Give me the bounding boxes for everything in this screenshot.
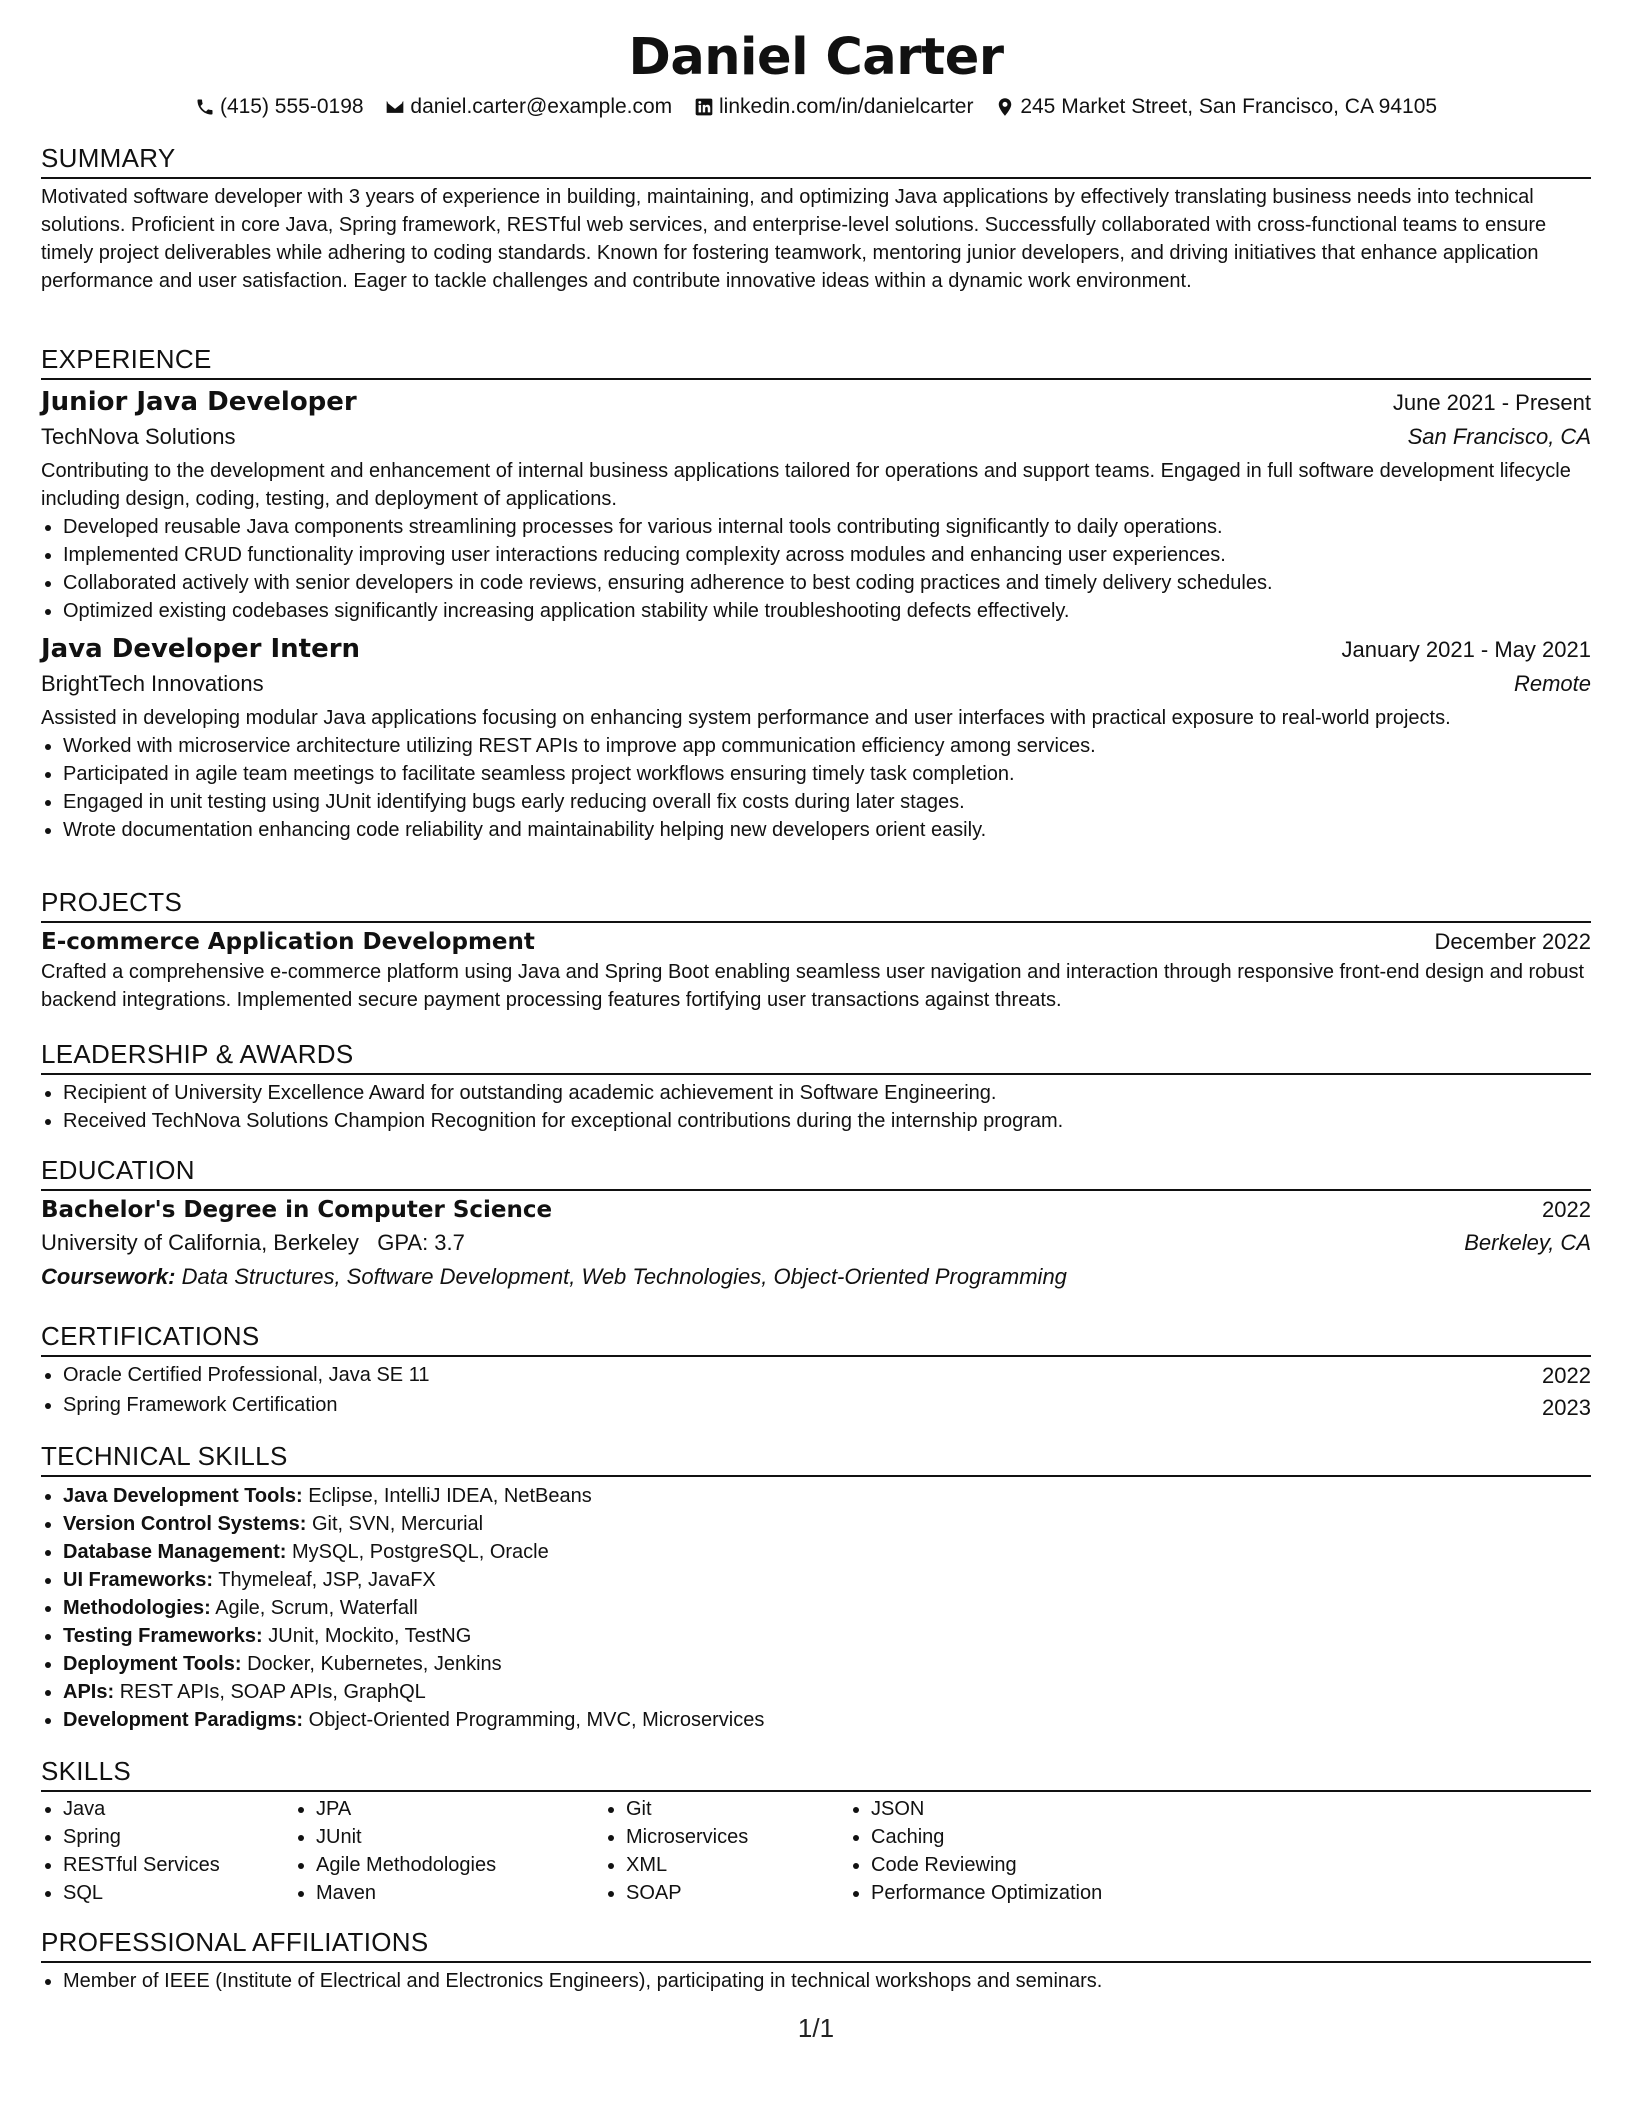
skill-category: Development Paradigms: [63, 1709, 304, 1731]
school-line [41, 1226, 465, 1260]
skill-category: Version Control Systems: [63, 1513, 307, 1535]
list-item: • Git [626, 1795, 849, 1823]
skill-category: APIs: [63, 1681, 115, 1703]
skill-values: Eclipse, IntelliJ IDEA, NetBeans [308, 1485, 592, 1507]
section-title: PROFESSIONAL AFFILIATIONS [41, 1927, 1591, 1963]
map-marker-icon [995, 97, 1015, 117]
job-date: June 2021 - Present [1392, 390, 1591, 415]
certification-name: • Oracle Certified Professional, Java SE 11 [63, 1361, 429, 1389]
certification-list [41, 1361, 1591, 1425]
job-entry [41, 631, 1591, 844]
page-number: 1/1 [797, 2013, 835, 2043]
skill-values: Object-Oriented Programming, MVC, Microservices [308, 1709, 765, 1731]
phone-text: (415) 555-0198 [219, 95, 364, 118]
list-item: • Agile Methodologies [316, 1851, 604, 1879]
list-item: • JSON [871, 1795, 1191, 1823]
certification-year: 2022 [1542, 1363, 1591, 1388]
certification-year: 2023 [1542, 1395, 1591, 1420]
address-text: 245 Market Street, San Francisco, CA 94105 [1020, 95, 1438, 118]
section-title: EDUCATION [41, 1155, 1591, 1191]
project-description: Crafted a comprehensive e-commerce platform using Java and Spring Boot enabling seamless user navigation and interaction through responsive front-end design and robust backend integrations. Implemented secure payment processing features fortifying user transactions against threats. [41, 961, 1585, 1011]
project-date: December 2022 [1434, 929, 1591, 954]
list-item: • Maven [316, 1879, 604, 1907]
list-item: • JPA [316, 1795, 604, 1823]
education-section [41, 1155, 1591, 1294]
degree-title: Bachelor's Degree in Computer Science [41, 1197, 553, 1223]
resume-page [41, 0, 1591, 2112]
skill-category: Java Development Tools: [63, 1485, 303, 1507]
skills-column [604, 1795, 849, 1907]
list-item [63, 1594, 1591, 1622]
skills-columns [41, 1795, 1591, 1907]
coursework [41, 1260, 1591, 1294]
company-name: BrightTech Innovations [41, 671, 264, 696]
coursework-label: Coursework: [41, 1264, 176, 1289]
section-title: SUMMARY [41, 143, 1591, 179]
list-item: • SOAP [626, 1879, 849, 1907]
skill-values: JUnit, Mockito, TestNG [268, 1625, 472, 1647]
list-item: • Microservices [626, 1823, 849, 1851]
list-item [63, 1706, 1591, 1734]
school-name: University of California, Berkeley [41, 1230, 359, 1255]
list-item: • Member of IEEE (Institute of Electrical and Electronics Engineers), participating in technical workshops and seminars. [63, 1967, 1591, 1995]
job-bullets [41, 513, 1591, 625]
skill-values: Agile, Scrum, Waterfall [215, 1597, 418, 1619]
list-item [63, 1538, 1591, 1566]
section-title: LEADERSHIP & AWARDS [41, 1039, 1591, 1075]
list-item: • Java [63, 1795, 294, 1823]
certification-row [41, 1361, 1591, 1391]
list-item: • Developed reusable Java components streamlining processes for various internal tools contributing significantly to daily operations. [63, 513, 1591, 541]
linkedin-link[interactable]: linkedin.com/in/danielcarter [719, 95, 974, 118]
skills-column [294, 1795, 604, 1907]
list-item: • Collaborated actively with senior developers in code reviews, ensuring adherence to best coding practices and timely delivery schedules. [63, 569, 1591, 597]
candidate-name: Daniel Carter [628, 28, 1004, 87]
list-item: • Wrote documentation enhancing code reliability and maintainability helping new developers orient easily. [63, 816, 1591, 844]
project-title: E-commerce Application Development [41, 929, 535, 955]
list-item: • Spring [63, 1823, 294, 1851]
job-title: Junior Java Developer [41, 387, 357, 417]
list-item: • Implemented CRUD functionality improving user interactions reducing complexity across modules and enhancing user experiences. [63, 541, 1591, 569]
job-entry [41, 384, 1591, 625]
linkedin-icon [694, 97, 714, 117]
graduation-year: 2022 [1542, 1197, 1591, 1222]
list-item: • Received TechNova Solutions Champion Recognition for exceptional contributions during the internship program. [63, 1107, 1591, 1135]
section-title: CERTIFICATIONS [41, 1321, 1591, 1357]
envelope-icon [385, 97, 405, 117]
list-item [63, 1566, 1591, 1594]
contact-email[interactable] [385, 92, 672, 122]
company-name: TechNova Solutions [41, 424, 236, 449]
list-item [63, 1482, 1591, 1510]
contact-phone [195, 92, 364, 122]
section-title: TECHNICAL SKILLS [41, 1441, 1591, 1477]
certification-row [41, 1391, 1591, 1425]
list-item: • Performance Optimization [871, 1879, 1191, 1907]
list-item: • Caching [871, 1823, 1191, 1851]
contact-bar [41, 92, 1591, 126]
gpa: GPA: 3.7 [377, 1230, 465, 1255]
experience-section [41, 344, 1591, 844]
list-item: • Optimized existing codebases significantly increasing application stability while troubleshooting defects effectively. [63, 597, 1591, 625]
list-item: • Recipient of University Excellence Award for outstanding academic achievement in Software Engineering. [63, 1079, 1591, 1107]
contact-address [995, 92, 1437, 122]
projects-section [41, 887, 1591, 1014]
section-title: PROJECTS [41, 887, 1591, 923]
list-item [63, 1678, 1591, 1706]
section-title: SKILLS [41, 1756, 1591, 1792]
skill-values: Git, SVN, Mercurial [311, 1513, 484, 1535]
list-item [63, 1622, 1591, 1650]
affiliations-section [41, 1927, 1591, 1995]
summary-text: Motivated software developer with 3 years of experience in building, maintaining, and optimizing Java applications by effectively translating business needs into technical solutions. Proficient in core Java, Spring framework, RESTful web services, and enterprise-level solutions. Successfully collaborated with cross-functional teams to ensure timely project deliverables while adhering to coding standards. Known for fostering teamwork, mentoring junior developers, and driving initiatives that enhance application performance and user satisfaction. Eager to tackle challenges and contribute innovative ideas within a dynamic work environment. [41, 186, 1547, 292]
list-item: • Code Reviewing [871, 1851, 1191, 1879]
job-title: Java Developer Intern [41, 634, 361, 664]
list-item: • RESTful Services [63, 1851, 294, 1879]
list-item: • Participated in agile team meetings to facilitate seamless project workflows ensuring timely task completion. [63, 760, 1591, 788]
list-item [63, 1510, 1591, 1538]
skill-values: Thymeleaf, JSP, JavaFX [218, 1569, 436, 1591]
affiliations-list [41, 1967, 1591, 1995]
leadership-section [41, 1039, 1591, 1135]
school-location: Berkeley, CA [1464, 1230, 1591, 1255]
list-item: • JUnit [316, 1823, 604, 1851]
list-item: • SQL [63, 1879, 294, 1907]
coursework-list: Data Structures, Software Development, Web Technologies, Object-Oriented Programming [181, 1264, 1067, 1289]
skill-category: UI Frameworks: [63, 1569, 214, 1591]
leadership-list [41, 1079, 1591, 1135]
job-description: Contributing to the development and enhancement of internal business applications tailored for operations and support teams. Engaged in full software development lifecycle including design, coding, testing, and deployment of applications. [41, 460, 1571, 510]
skill-category: Database Management: [63, 1541, 287, 1563]
phone-icon [195, 97, 215, 117]
email-link[interactable]: daniel.carter@example.com [410, 95, 673, 118]
certifications-section [41, 1321, 1591, 1425]
job-date: January 2021 - May 2021 [1341, 637, 1591, 662]
job-description: Assisted in developing modular Java applications focusing on enhancing system performance and user interfaces with practical exposure to real-world projects. [41, 707, 1451, 729]
technical-skills-list [41, 1482, 1591, 1734]
skill-values: REST APIs, SOAP APIs, GraphQL [119, 1681, 426, 1703]
list-item [63, 1650, 1591, 1678]
skill-values: MySQL, PostgreSQL, Oracle [291, 1541, 549, 1563]
list-item: • Worked with microservice architecture utilizing REST APIs to improve app communication efficiency among services. [63, 732, 1591, 760]
skill-category: Testing Frameworks: [63, 1625, 263, 1647]
skill-category: Methodologies: [63, 1597, 211, 1619]
skills-column [41, 1795, 294, 1907]
skill-category: Deployment Tools: [63, 1653, 242, 1675]
job-location: Remote [1513, 671, 1591, 696]
job-location: San Francisco, CA [1407, 424, 1591, 449]
contact-linkedin[interactable] [694, 92, 973, 122]
job-bullets [41, 732, 1591, 844]
summary-section [41, 143, 1591, 295]
certification-name: • Spring Framework Certification [63, 1391, 338, 1419]
skill-values: Docker, Kubernetes, Jenkins [247, 1653, 502, 1675]
list-item: • XML [626, 1851, 849, 1879]
skills-column [849, 1795, 1191, 1907]
technical-skills-section [41, 1441, 1591, 1734]
section-title: EXPERIENCE [41, 344, 1591, 380]
list-item: • Engaged in unit testing using JUnit identifying bugs early reducing overall fix costs during later stages. [63, 788, 1591, 816]
skills-section [41, 1756, 1591, 1907]
